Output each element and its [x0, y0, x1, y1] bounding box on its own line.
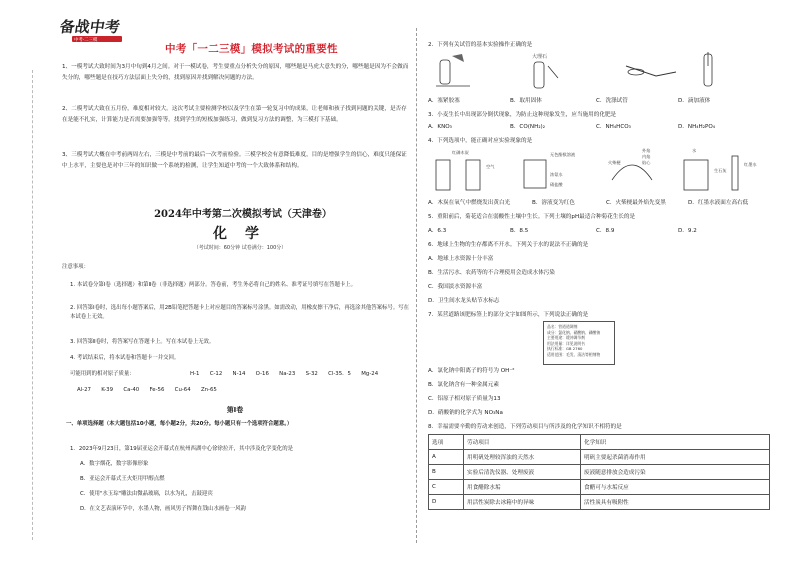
- q7-label-line-3: 主要用途：缓冲调节剂: [547, 335, 585, 340]
- q8-table: [428, 434, 770, 510]
- exam-title: 2024年中考第二次模拟考试（天津卷）: [154, 209, 332, 220]
- q1-option-a: A．数字烟花，数字影像形象: [80, 461, 149, 467]
- q5-option-b: B．8.5: [510, 228, 529, 234]
- q8-cell: 食醋可与水垢反应: [581, 480, 770, 495]
- q5-option-a: A．6.3: [428, 228, 447, 234]
- q4-label-12: 红墨水: [744, 162, 757, 167]
- intro-paragraph-1: 1、一模考试大致时间为3月中旬到4月之间。对于一模试卷，考生要重点分析失分的原因，哪些题是马虎大意失的分，哪些题是因为不会做而失分的，哪些题是在技巧方法层面上失分的，找到原因并找到解决问题的方法。: [62, 64, 409, 81]
- table-row: [429, 495, 770, 510]
- q7-option-b: B．氯化钠含有一种金属元素: [428, 382, 499, 388]
- part-one-title: 第Ⅰ卷: [226, 406, 244, 414]
- logo-text: 备战中考: [58, 18, 122, 36]
- q4-label-10: 水: [692, 148, 697, 153]
- q4-option-d: D．红墨水液面左高右低: [688, 200, 749, 206]
- q4-label-5: 硝盐酸: [550, 182, 563, 187]
- column-divider: [416, 28, 417, 543]
- q7-label-line-5: 执行标准：GB 2760: [547, 346, 583, 351]
- q6-option-b: B．生活污水、农药等的不合理使用会造成水体污染: [428, 270, 555, 276]
- q3-option-a: A．KNO₃: [428, 124, 452, 130]
- q8-cell: 用食醋除水垢: [464, 480, 581, 495]
- q8-header-option: 选项: [429, 435, 464, 450]
- q4-option-c: C．火柴梗最外焰先变黑: [606, 200, 666, 206]
- exam-subject: 化学: [213, 226, 277, 242]
- q4-option-b: B．溶液变为红色: [532, 200, 575, 206]
- q5-option-d: D．9.2: [678, 228, 697, 234]
- q7-option-d: D．硝酸钠的化学式为 NO₃Na: [428, 410, 503, 416]
- q6-stem: 6．地球上生物的生存都离不开水。下列关于水的说法不正确的是: [428, 242, 589, 248]
- note-item-4: 4. 考试结束后，将本试卷和答题卡一并交回。: [70, 355, 180, 361]
- q4-label-11: 生石灰: [714, 168, 727, 173]
- q8-cell: A: [429, 450, 464, 465]
- q6-option-c: C．我国淡水资源丰富: [428, 284, 483, 290]
- atomic-mass-intro: 可能用到的相对原子质量：: [70, 371, 135, 377]
- q8-cell: C: [429, 480, 464, 495]
- q8-cell: 废液随意排放会造成污染: [581, 465, 770, 480]
- q3-option-d: D．NH₄H₂PO₄: [678, 124, 716, 130]
- intro-paragraph-3: 3、三模考试大概在中考前两周左右，三模是中考前的最后一次考前检验。三模学校会有意降低难度，目的是增强学生的信心，难度只能保证中上水平，主要也是对中三年的知识做一个系统的检测，让学生知道中考的一个大致体系和结构。: [62, 152, 407, 169]
- table-row: [429, 480, 770, 495]
- brand-logo-icon: [60, 12, 140, 46]
- q8-stem: 8．幸福需要辛勤的劳动来创造，下列劳动项目与所涉及的化学知识不相符的是: [428, 424, 622, 430]
- q2-option-c: C．洗涤试管: [596, 98, 628, 104]
- q2-stem: 2．下列有关试管的基本实验操作正确的是: [428, 42, 533, 48]
- exam-duration-score: （考试时间：60分钟 试卷满分：100分）: [193, 245, 287, 251]
- logo-tag-text: 中考·二三模: [74, 38, 98, 43]
- note-item-2: 2. 回答第Ⅰ卷时，选出每小题答案后，用2B铅笔把答题卡上对应题目的答案标号涂黑。如需改动，用橡皮擦干净后，再选涂其他答案标号。写在本试卷上无效。: [70, 305, 410, 320]
- q1-option-d: D．在文艺表演环节中，水墨人物，画风男子挥舞在钱山水画卷一风韵: [80, 506, 246, 512]
- binding-margin-line: [32, 70, 33, 540]
- q3-option-b: B．CO(NH₂)₂: [510, 124, 545, 130]
- part-one-instruction: 一、单项选择题（本大题包括10小题，每小题2分，共20分。每小题只有一个选项符合题意。）: [66, 421, 293, 427]
- q2-apparatus-figure: [436, 52, 756, 92]
- notes-heading: 注意事项：: [62, 264, 89, 270]
- table-row: [429, 465, 770, 480]
- q4-label-7: 外焰: [642, 148, 651, 153]
- q6-option-a: A．地球上水资源十分丰富: [428, 256, 494, 262]
- q1-option-c: C．使用"水玉琮"雕法由微晶玻璃，以水为礼，击鼓迎宾: [80, 491, 213, 497]
- q8-header-knowledge: 化学知识: [581, 435, 770, 450]
- q3-option-c: C．NH₄HCO₃: [596, 124, 631, 130]
- q8-cell: B: [429, 465, 464, 480]
- q7-option-a: A．氯化钠中阳离子的符号为 OH⁻²: [428, 368, 515, 374]
- q2-option-a: A．塞紧胶塞: [428, 98, 460, 104]
- q4-label-4: 浓氨水: [550, 172, 563, 177]
- q7-stem: 7．某营道路该肥标签上的部分文字如图所示，下列说法正确的是: [428, 312, 589, 318]
- q2-option-b: B．取用固体: [510, 98, 542, 104]
- q4-label-3: 无色酚酞溶液: [550, 152, 576, 157]
- q8-cell: 用明矾处理较浑浊的天然水: [464, 450, 581, 465]
- q8-cell: 用活性炭除去冰箱中的异味: [464, 495, 581, 510]
- q4-label-2: 空气: [486, 164, 495, 169]
- q8-cell: D: [429, 495, 464, 510]
- atomic-mass-line-1: H-1 C-12 N-14 O-16 Na-23 S-32 Cl-35．5 Mg-24: [190, 371, 379, 377]
- q7-product-label: [543, 321, 615, 365]
- q7-label-line-1: 品名：营道道调剂: [547, 324, 578, 329]
- q7-label-line-6: 适用范围：毛发、清洁等相剂物: [547, 351, 601, 357]
- note-item-1: 1. 本试卷分第Ⅰ卷（选择题）和第Ⅱ卷（非选择题）两部分。答卷前，考生务必将自己的姓名、准考证号填写在答题卡上。: [70, 282, 357, 288]
- q1-stem: 1．2023年9月23日，第19届亚运会开幕式在杭州西湖中心徐徐拉开，其中涉及化学变化的是: [70, 446, 293, 452]
- q2-option-d: D．滴加液体: [678, 98, 711, 104]
- q8-header-activity: 劳动项目: [464, 435, 581, 450]
- q4-option-a: A．木炭在氧气中燃烧发出黄白光: [428, 200, 511, 206]
- q8-table-header: [429, 435, 770, 450]
- q4-experiment-figure: [432, 146, 768, 194]
- q3-stem: 3．小麦生长中出现部分倒伏现象，为防止这种现象发生，应当施用的化肥是: [428, 112, 617, 118]
- q8-cell: 明矾主要起杀菌消毒作用: [581, 450, 770, 465]
- q4-label-1: 红磷木炭: [452, 150, 469, 155]
- q7-option-c: C．铝原子相对原子质量为13: [428, 396, 501, 402]
- q4-label-6: 火柴梗: [608, 160, 621, 165]
- q8-cell: 实验后清洗仪器、处理废液: [464, 465, 581, 480]
- table-row: [429, 450, 770, 465]
- q7-label-line-2: 成分：氯化钠、硝酸钠、磷酸钠: [547, 329, 601, 335]
- q7-label-line-4: 用法用量：详见说明书: [547, 340, 585, 346]
- q5-option-c: C．8.9: [596, 228, 615, 234]
- q6-option-d: D．卫生间水龙头贴节水标志: [428, 298, 500, 304]
- q2-label-marble: 大理石: [532, 54, 548, 60]
- intro-paragraph-2: 2、二模考试大致在五月份，难度相对较大。这次考试主要检测学校以及学生在第一轮复习中的成果，让老师和孩子找到问题的关键，是否存在是能不扎实，计算能力是否需要加强等等。找到学生的短板加强练习，做到复习方法的调整，为三模打下基础。: [62, 106, 407, 123]
- q1-option-b: B．亚运会开幕式王火炬用甲醇点燃: [80, 476, 165, 482]
- atomic-mass-line-2: Al-27 K-39 Ca-40 Fe-56 Cu-64 Zn-65: [77, 387, 217, 393]
- q4-label-9: 焰心: [642, 160, 651, 165]
- q4-stem: 4．下列选项中，能正确对应实验现象的是: [428, 138, 533, 144]
- q4-label-8: 内焰: [642, 154, 651, 159]
- note-item-3: 3. 回答第Ⅱ卷时，将答案写在答题卡上。写在本试卷上无效。: [70, 339, 215, 345]
- q8-cell: 活性炭具有吸附性: [581, 495, 770, 510]
- page-headline: 中考「一二三模」模拟考试的重要性: [165, 43, 338, 55]
- q5-stem: 5．重阳前后，菊花适合在弱酸性土壤中生长。下列土壤的pH最适合种菊花生长的是: [428, 214, 636, 220]
